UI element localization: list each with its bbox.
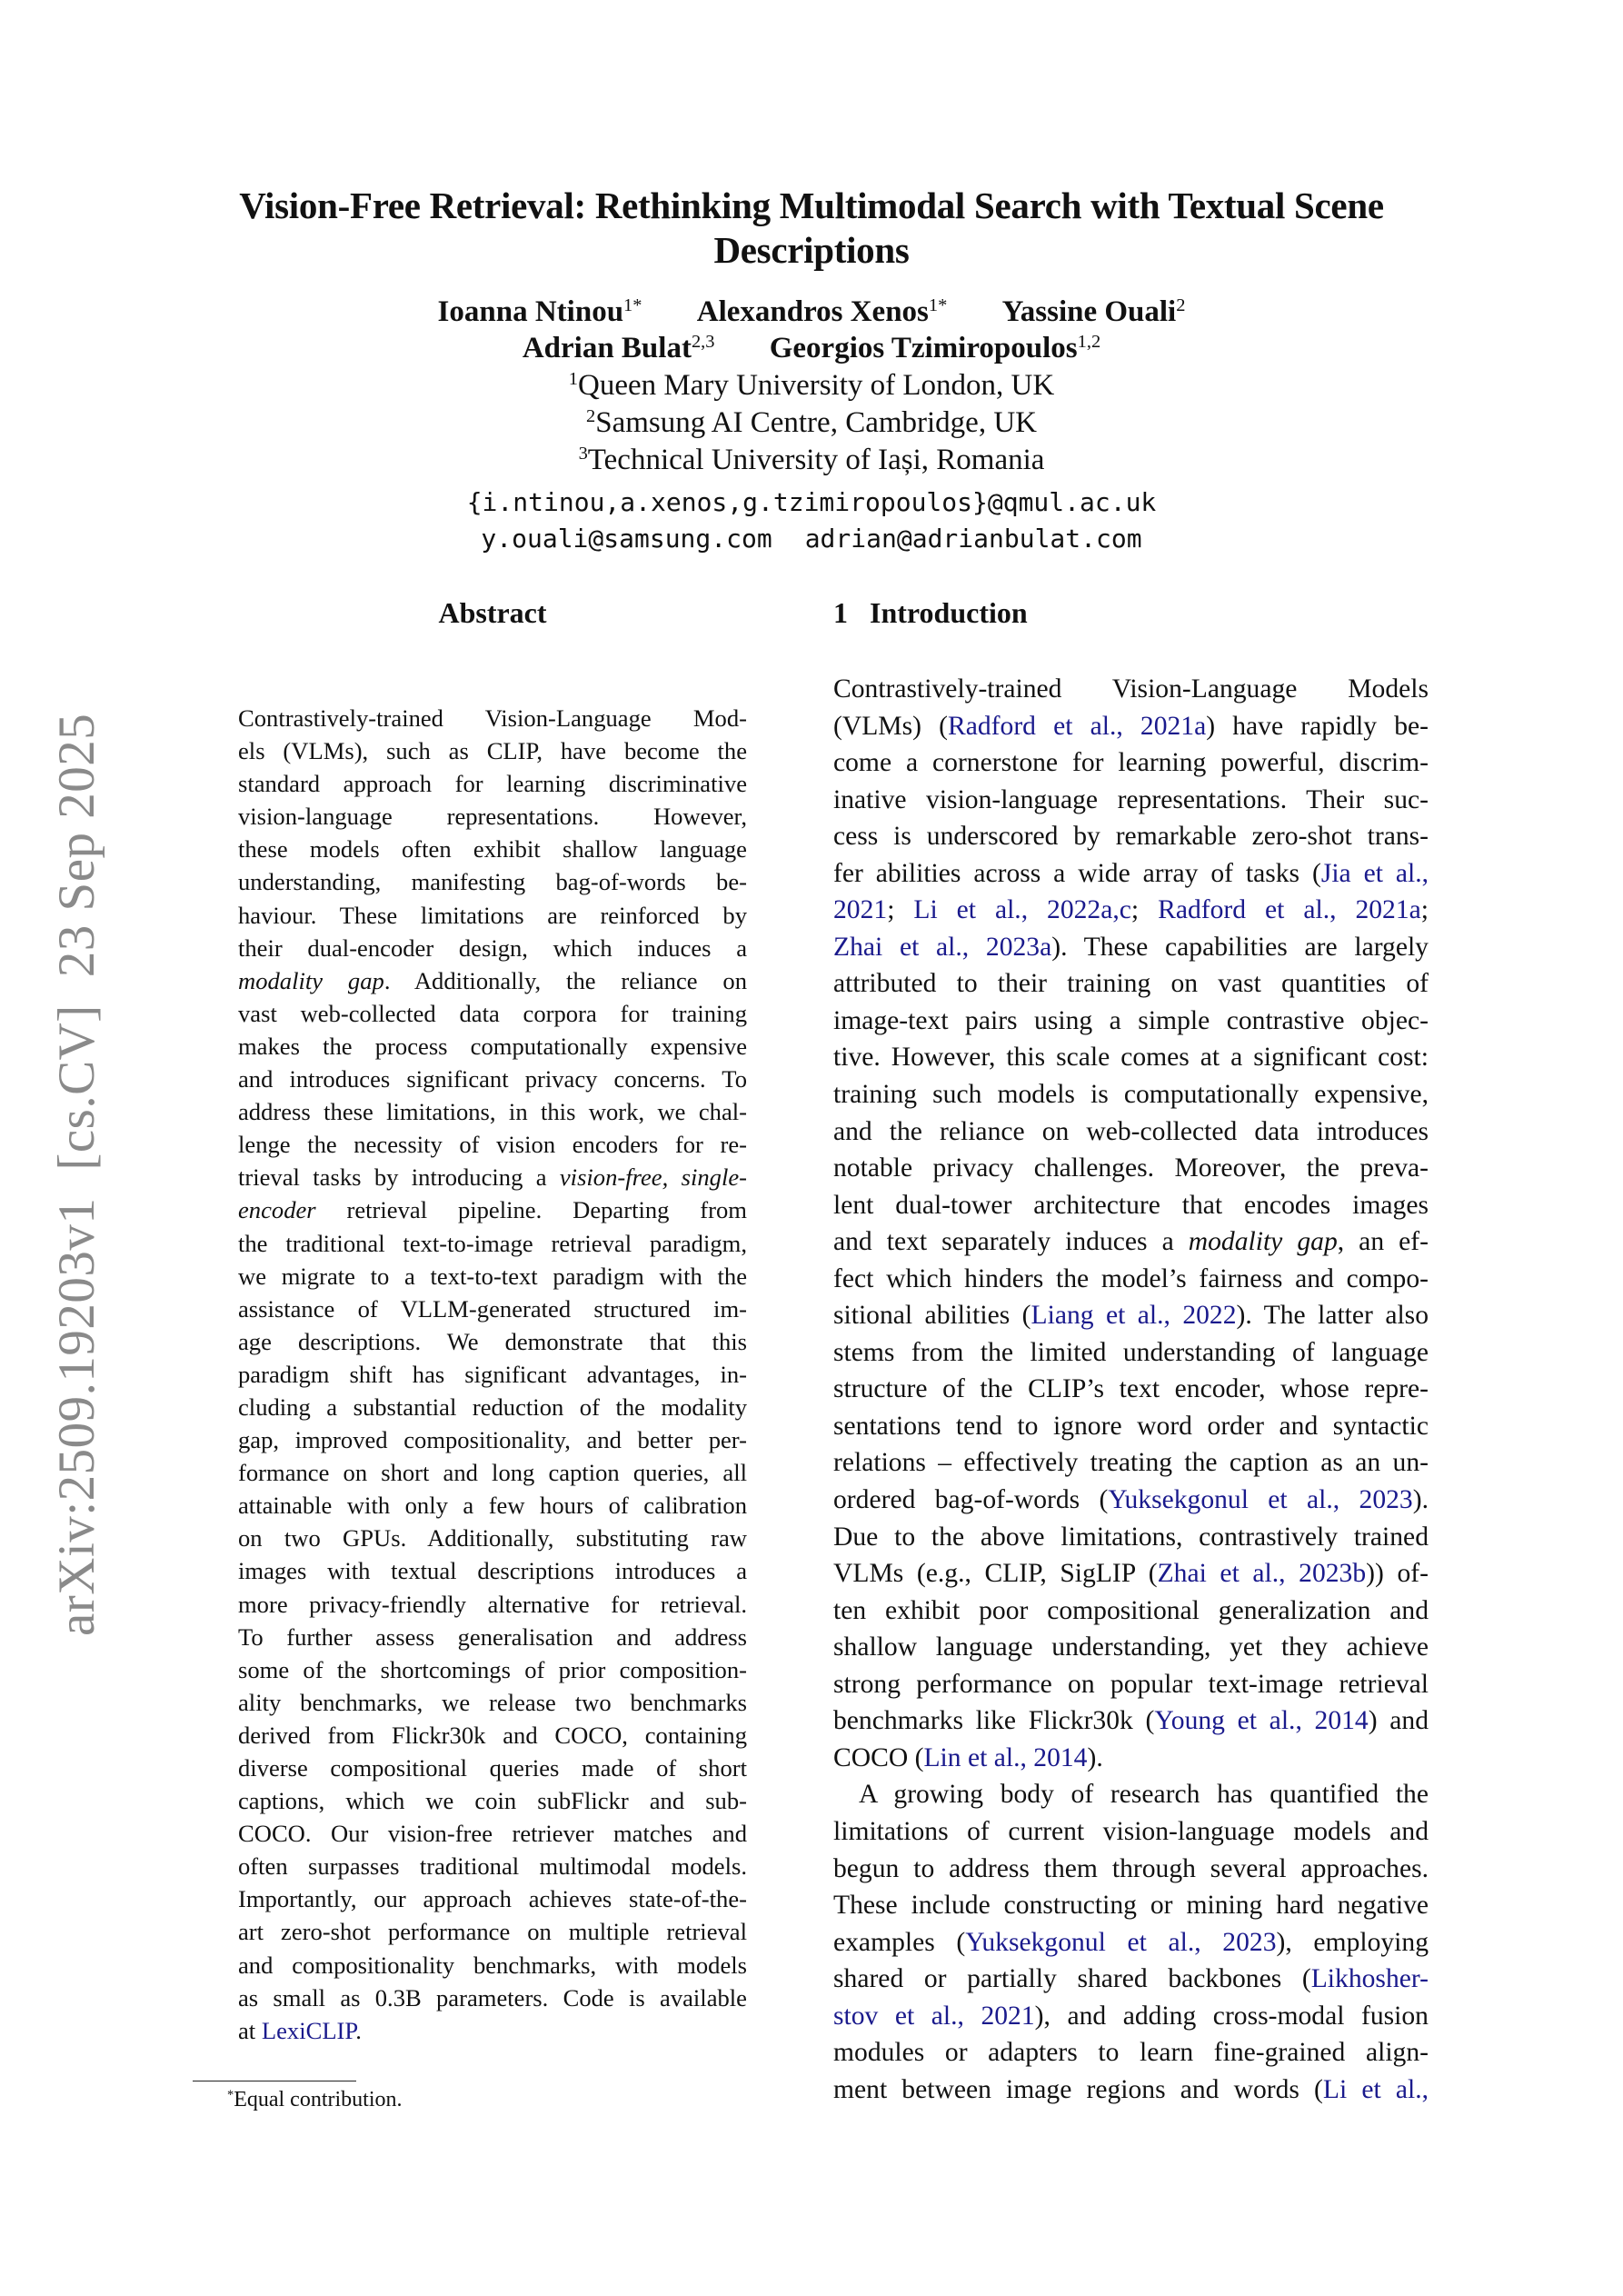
- text-segment: stems from the limited understanding of language: [833, 1337, 1429, 1367]
- text-line: [238, 1227, 747, 1260]
- citation-link[interactable]: Zhai et al., 2023a: [833, 932, 1052, 962]
- text-segment: and the reliance on web-collected data introduces: [833, 1116, 1429, 1146]
- affiliation: $^3$Technical University of Iași, Romania: [578, 443, 1045, 476]
- text-segment: These include constructing or mining hard negative: [833, 1891, 1429, 1921]
- author: Ioanna Ntinou$^{1*}$: [437, 294, 642, 328]
- text-segment: the traditional text-to-image retrieval paradigm,: [238, 1229, 747, 1257]
- text-line: [833, 855, 1429, 893]
- text-segment: .: [355, 2016, 362, 2044]
- arxiv-category: [cs.CV]: [48, 1004, 105, 1171]
- author: Alexandros Xenos$^{1*}$: [696, 294, 948, 328]
- text-line: [833, 1740, 1429, 1777]
- text-segment: address these limitations, in this work, we chal-: [238, 1098, 747, 1126]
- text-segment: art zero-shot performance on multiple retrieval: [238, 1918, 747, 1946]
- text-segment: examples (: [833, 1927, 966, 1957]
- text-line: [238, 1456, 747, 1489]
- text-segment: gap, improved compositionality, and better per-: [238, 1426, 747, 1454]
- text-segment: and introduces significant privacy concerns. To: [238, 1065, 747, 1093]
- author-list: [0, 294, 1623, 366]
- text-segment: ).: [1087, 1742, 1103, 1772]
- citation-link[interactable]: Jia et al.,: [1320, 858, 1429, 888]
- text-segment: lenge the necessity of vision encoders for re-: [238, 1131, 747, 1159]
- text-line: [238, 1095, 747, 1128]
- text-segment: more privacy-friendly alternative for retrieval.: [238, 1590, 747, 1618]
- text-segment: ), employing: [1276, 1927, 1429, 1957]
- text-segment: (VLMs) (: [833, 711, 948, 741]
- text-line: [833, 1113, 1429, 1151]
- text-line: [833, 1408, 1429, 1445]
- text-line: [833, 1076, 1429, 1113]
- text-segment: , an ef-: [1337, 1227, 1429, 1257]
- text-segment: captions, which we coin subFlickr and sub-: [238, 1787, 747, 1815]
- text-line: [238, 1621, 747, 1653]
- text-segment: limitations of current vision-language models and: [833, 1816, 1429, 1846]
- section-number: 1: [833, 596, 848, 629]
- text-segment: notable privacy challenges. Moreover, the preva-: [833, 1153, 1429, 1183]
- text-line: [238, 1817, 747, 1850]
- text-segment: begun to address them through several approaches.: [833, 1853, 1429, 1883]
- text-line: [833, 1003, 1429, 1040]
- text-segment: vision-language representations. However,: [238, 803, 747, 831]
- text-line: [238, 1719, 747, 1752]
- text-line: [238, 932, 747, 964]
- text-segment: their dual-encoder design, which induces a: [238, 933, 747, 962]
- text-segment: . Additionally, the reliance on: [383, 966, 747, 994]
- text-segment: inative vision-language representations. Their suc-: [833, 784, 1429, 814]
- text-line: [238, 1686, 747, 1719]
- email-address[interactable]: adrian@adrianbulat.com: [804, 524, 1142, 554]
- text-segment: tive. However, this scale comes at a significant cost:: [833, 1043, 1429, 1073]
- text-segment: lent dual-tower architecture that encodes images: [833, 1190, 1429, 1220]
- text-segment: on two GPUs. Additionally, substituting raw: [238, 1524, 747, 1552]
- text-line: [833, 1261, 1429, 1298]
- text-line: [238, 1882, 747, 1915]
- text-line: [238, 702, 747, 734]
- text-segment: relations – effectively treating the caption as an un-: [833, 1448, 1429, 1478]
- text-line: [833, 1629, 1429, 1666]
- text-line: [833, 1851, 1429, 1888]
- text-line: [833, 1444, 1429, 1482]
- paper-title: [0, 184, 1623, 273]
- text-segment: makes the process computationally expensive: [238, 1032, 747, 1060]
- text-segment: modality gap: [1188, 1227, 1338, 1257]
- citation-link[interactable]: Radford et al., 2021a: [948, 711, 1207, 741]
- text-line: [238, 1489, 747, 1522]
- text-line: [833, 1998, 1429, 2035]
- citation-link[interactable]: Zhai et al., 2023b: [1157, 1559, 1367, 1589]
- text-segment: understanding, manifesting bag-of-words be-: [238, 868, 747, 896]
- citation-link[interactable]: Likhosher-: [1310, 1964, 1429, 1994]
- text-line: [238, 2014, 747, 2047]
- author: Georgios Tzimiropoulos$^{1,2}$: [769, 331, 1101, 364]
- text-segment: sitional abilities (: [833, 1301, 1031, 1331]
- text-segment: To further assess generalisation and address: [238, 1622, 747, 1651]
- text-line: [833, 1555, 1429, 1592]
- text-line: [833, 782, 1429, 819]
- text-line: [833, 1334, 1429, 1372]
- text-line: [833, 744, 1429, 782]
- text-line: [833, 671, 1429, 708]
- text-line: [833, 1297, 1429, 1334]
- section-title: Introduction: [870, 596, 1028, 629]
- text-line: [833, 818, 1429, 855]
- text-segment: age descriptions. We demonstrate that this: [238, 1327, 747, 1355]
- text-segment: diverse compositional queries made of short: [238, 1754, 747, 1782]
- arxiv-date: 23 Sep 2025: [48, 713, 105, 978]
- citation-link[interactable]: Yuksekgonul et al., 2023: [1108, 1485, 1413, 1515]
- text-line: [238, 997, 747, 1030]
- text-segment: ). These capabilities are largely: [1051, 932, 1429, 962]
- introduction-body: [833, 671, 1429, 2108]
- text-line: [833, 1371, 1429, 1408]
- text-segment: ten exhibit poor compositional generalization and: [833, 1595, 1429, 1625]
- title-line-1: Vision-Free Retrieval: Rethinking Multimodal Search with Textual Scene: [239, 185, 1384, 226]
- text-line: [238, 865, 747, 898]
- text-segment: cluding a substantial reduction of the modality: [238, 1393, 747, 1421]
- abstract-body: [238, 702, 747, 2047]
- text-segment: training such models is computationally expensive,: [833, 1080, 1429, 1110]
- text-line: [238, 1522, 747, 1554]
- abstract-heading: Abstract: [438, 596, 547, 629]
- text-line: [833, 1776, 1429, 1813]
- text-line: [238, 1653, 747, 1686]
- text-line: [833, 1666, 1429, 1703]
- text-segment: derived from Flickr30k and COCO, containing: [238, 1721, 747, 1749]
- text-line: [238, 734, 747, 767]
- text-line: [238, 1588, 747, 1621]
- text-segment: and text separately induces a: [833, 1227, 1189, 1257]
- text-segment: Contrastively-trained Vision-Language Mod-: [238, 704, 747, 732]
- text-segment: modality gap: [238, 966, 384, 994]
- affiliation: $^1$Queen Mary University of London, UK: [568, 368, 1055, 402]
- text-line: [833, 1702, 1429, 1740]
- text-line: [238, 899, 747, 932]
- code-link[interactable]: LexiCLIP: [261, 2016, 356, 2044]
- text-line: [833, 1592, 1429, 1630]
- text-segment: paradigm shift has significant advantages, in-: [238, 1360, 747, 1388]
- text-line: [833, 892, 1429, 929]
- text-segment: ordered bag-of-words (: [833, 1485, 1109, 1515]
- text-line: [238, 1293, 747, 1325]
- author: Adrian Bulat$^{2,3}$: [522, 331, 715, 364]
- text-line: [833, 2071, 1429, 2109]
- text-line: [833, 1187, 1429, 1224]
- citation-link[interactable]: Young et al., 2014: [1154, 1706, 1369, 1736]
- text-segment: )) of-: [1366, 1559, 1429, 1589]
- text-line: [833, 929, 1429, 966]
- text-segment: at: [238, 2016, 262, 2044]
- text-line: [238, 1391, 747, 1423]
- text-segment: Importantly, our approach achieves state-of-the-: [238, 1885, 747, 1913]
- text-line: [833, 1519, 1429, 1556]
- text-segment: trieval tasks by introducing a: [238, 1163, 560, 1192]
- text-segment: ), and adding cross-modal fusion: [1034, 2001, 1429, 2031]
- text-line: [238, 1260, 747, 1293]
- email-address[interactable]: {i.ntinou,a.xenos,g.tzimiropoulos}@qmul.ac.uk: [466, 487, 1157, 517]
- text-segment: Contrastively-trained Vision-Language Models: [833, 674, 1429, 704]
- text-segment: often surpasses traditional multimodal models.: [238, 1852, 747, 1881]
- text-segment: standard approach for learning discriminative: [238, 770, 747, 798]
- text-segment: VLMs (e.g., CLIP, SigLIP (: [833, 1559, 1158, 1589]
- text-line: [238, 1193, 747, 1226]
- text-segment: ) have rapidly be-: [1206, 711, 1429, 741]
- text-line: [833, 1150, 1429, 1187]
- text-segment: COCO. Our vision-free retriever matches and: [238, 1820, 747, 1848]
- text-segment: Due to the above limitations, contrastively trained: [833, 1522, 1429, 1552]
- text-segment: ) and: [1368, 1706, 1429, 1736]
- text-line: [833, 708, 1429, 745]
- text-segment: modules or adapters to learn fine-grained align-: [833, 2038, 1429, 2068]
- text-line: [238, 1982, 747, 2014]
- text-segment: image-text pairs using a simple contrastive objec-: [833, 1005, 1429, 1035]
- text-line: [238, 1784, 747, 1817]
- text-line: [833, 1887, 1429, 1924]
- text-segment: we migrate to a text-to-text paradigm with the: [238, 1262, 747, 1290]
- arxiv-id[interactable]: arXiv:2509.19203v1: [48, 1197, 105, 1636]
- citation-link[interactable]: 2021: [833, 895, 888, 925]
- text-segment: ).: [1412, 1485, 1429, 1515]
- text-segment: strong performance on popular text-image retrieval: [833, 1669, 1429, 1699]
- text-line: [238, 1358, 747, 1391]
- citation-link[interactable]: Yuksekgonul et al., 2023: [965, 1927, 1277, 1957]
- text-line: [833, 2034, 1429, 2071]
- text-segment: cess is underscored by remarkable zero-shot trans-: [833, 822, 1429, 852]
- text-line: [238, 1949, 747, 1982]
- footnote: *Equal contribution.: [227, 2088, 403, 2111]
- text-segment: fer abilities across a wide array of tasks (: [833, 858, 1321, 888]
- email-address[interactable]: y.ouali@samsung.com: [481, 524, 772, 554]
- text-segment: ). The latter also: [1236, 1301, 1429, 1331]
- text-segment: and compositionality benchmarks, with models: [238, 1951, 747, 1979]
- text-segment: COCO (: [833, 1742, 924, 1772]
- text-line: [238, 1030, 747, 1063]
- citation-link[interactable]: Li et al.,: [1322, 2074, 1429, 2104]
- affiliation: $^2$Samsung AI Centre, Cambridge, UK: [586, 405, 1037, 439]
- text-line: [238, 1423, 747, 1456]
- author: Yassine Ouali$^2$: [1001, 294, 1186, 328]
- text-line: [238, 1325, 747, 1358]
- email-list: [0, 484, 1623, 557]
- text-line: [833, 965, 1429, 1003]
- text-segment: benchmarks like Flickr30k (: [833, 1706, 1155, 1736]
- citation-link[interactable]: Li et al., 2022a,c: [913, 895, 1131, 925]
- text-segment: these models often exhibit shallow language: [238, 835, 747, 863]
- title-line-2: Descriptions: [713, 229, 910, 271]
- text-segment: as small as 0.3B parameters. Code is available: [238, 1983, 747, 2011]
- text-segment: shallow language understanding, yet they achieve: [833, 1632, 1429, 1662]
- text-segment: fect which hinders the model’s fairness and compo-: [833, 1263, 1429, 1293]
- text-line: [238, 1128, 747, 1161]
- text-line: [833, 1039, 1429, 1076]
- text-line: [238, 833, 747, 865]
- text-segment: ;: [887, 895, 914, 925]
- text-segment: ;: [1130, 895, 1159, 925]
- text-segment: ;: [1420, 895, 1429, 925]
- text-line: [238, 1161, 747, 1193]
- citation-link[interactable]: Lin et al., 2014: [923, 1742, 1088, 1772]
- text-segment: some of the shortcomings of prior composition-: [238, 1655, 747, 1683]
- text-line: [833, 1961, 1429, 1998]
- text-line: [833, 1223, 1429, 1261]
- citation-link[interactable]: Radford et al., 2021a: [1158, 895, 1421, 925]
- introduction-heading: [833, 596, 1028, 630]
- text-segment: haviour. These limitations are reinforced by: [238, 901, 747, 929]
- text-segment: vast web-collected data corpora for training: [238, 999, 747, 1027]
- citation-link[interactable]: stov et al., 2021: [833, 2001, 1035, 2031]
- arxiv-stamp: [47, 686, 106, 1636]
- text-line: [833, 1813, 1429, 1851]
- text-segment: images with textual descriptions introduces a: [238, 1557, 747, 1585]
- text-segment: els (VLMs), such as CLIP, have become the: [238, 737, 747, 765]
- text-segment: come a cornerstone for learning powerful, discrim-: [833, 748, 1429, 778]
- text-segment: A growing body of research has quantified the: [859, 1780, 1429, 1810]
- citation-link[interactable]: Liang et al., 2022: [1031, 1301, 1237, 1331]
- text-segment: ment between image regions and words (: [833, 2074, 1323, 2104]
- text-line: [238, 1554, 747, 1587]
- text-line: [238, 767, 747, 800]
- text-segment: shared or partially shared backbones (: [833, 1964, 1311, 1994]
- text-line: [238, 1915, 747, 1948]
- text-segment: ality benchmarks, we release two benchmarks: [238, 1688, 747, 1716]
- text-segment: formance on short and long caption queries, all: [238, 1459, 747, 1487]
- text-segment: structure of the CLIP’s text encoder, whose repre-: [833, 1374, 1429, 1404]
- text-segment: retrieval pipeline. Departing from: [315, 1196, 747, 1224]
- text-segment: vision-free, single-: [559, 1163, 747, 1192]
- text-line: [833, 1924, 1429, 1962]
- text-line: [833, 1482, 1429, 1519]
- text-segment: sentations tend to ignore word order and syntactic: [833, 1411, 1429, 1441]
- text-line: [238, 1752, 747, 1784]
- text-line: [238, 1850, 747, 1882]
- text-line: [238, 1063, 747, 1095]
- text-line: [238, 964, 747, 997]
- text-segment: assistance of VLLM-generated structured im-: [238, 1294, 747, 1323]
- text-segment: attributed to their training on vast quantities of: [833, 969, 1429, 999]
- text-segment: attainable with only a few hours of calibration: [238, 1492, 747, 1520]
- affiliation-list: [0, 367, 1623, 479]
- text-line: [238, 800, 747, 833]
- text-segment: encoder: [238, 1196, 316, 1224]
